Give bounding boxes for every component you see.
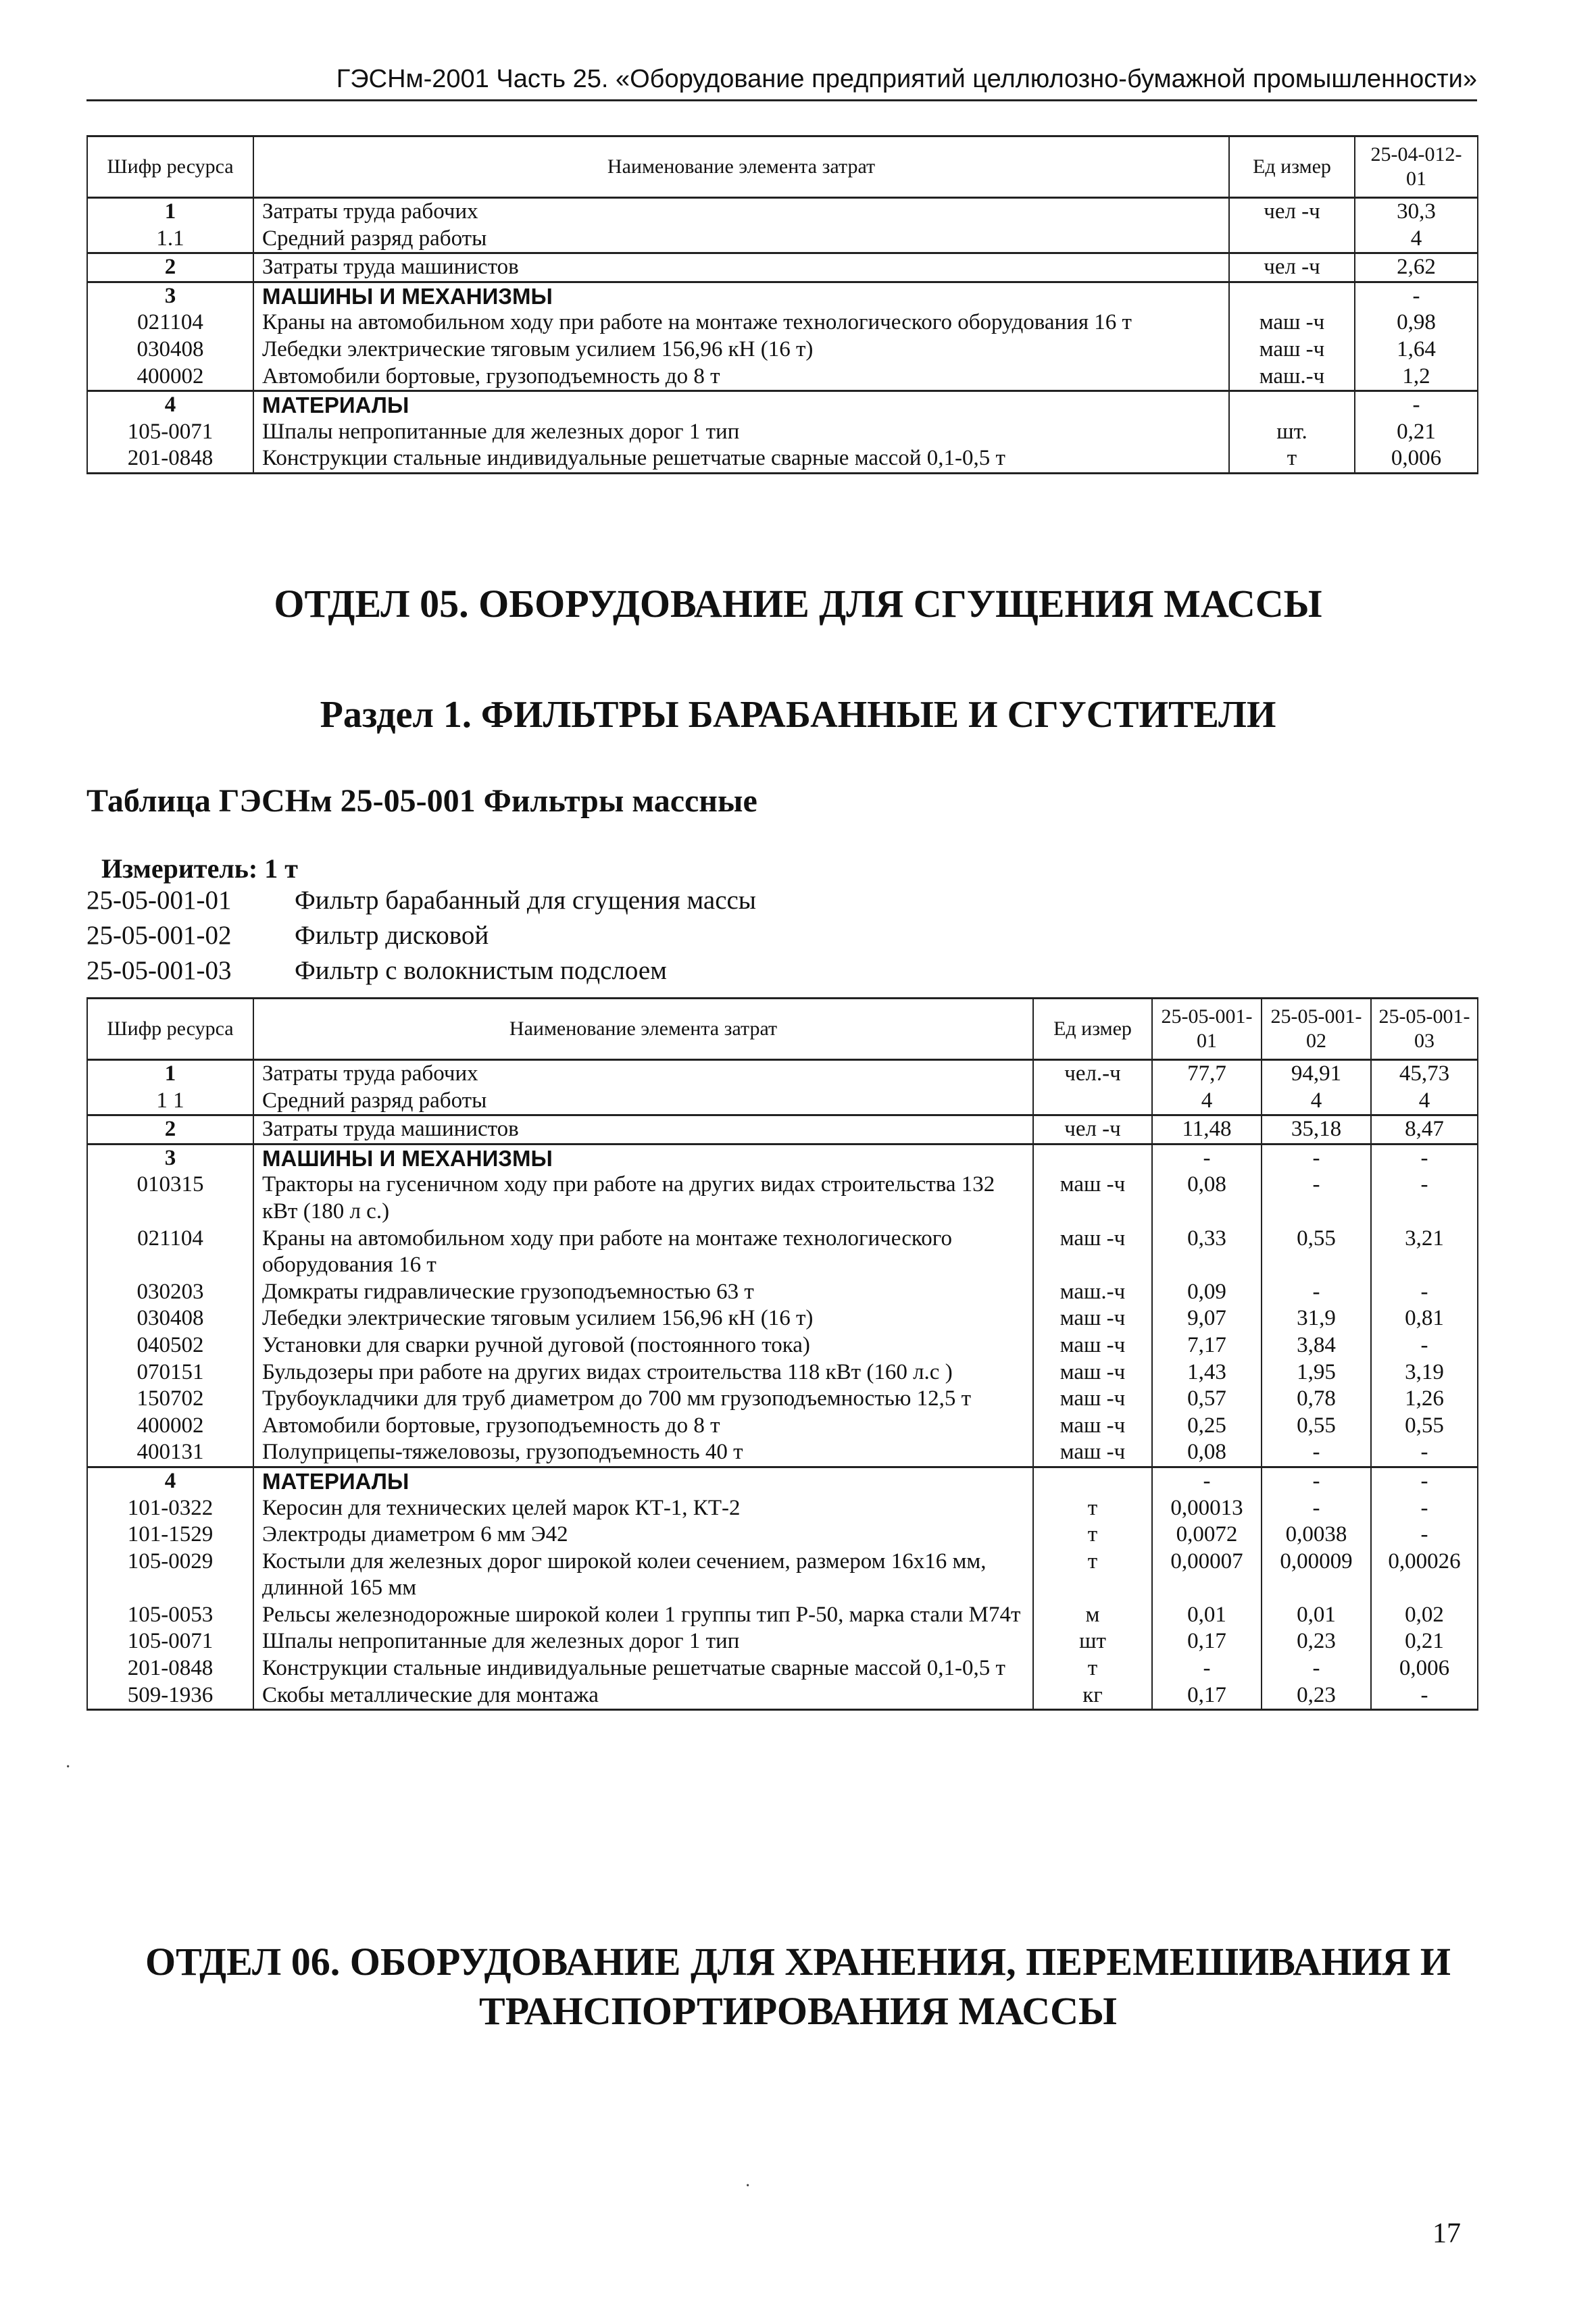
resource-name: Трубоукладчики для труб диаметром до 700 мм грузоподъемностью 12,5 т (253, 1386, 1033, 1413)
resource-code: 4 (87, 391, 253, 419)
resource-unit: маш.-ч (1229, 363, 1355, 391)
resource-name: Полуприцепы-тяжеловозы, грузоподъемность 40 т (253, 1439, 1033, 1467)
resource-value: 9,07 (1152, 1305, 1262, 1332)
resource-name: Краны на автомобильном ходу при работе на монтаже технологического оборудования 16 т (253, 1226, 1033, 1279)
col-header-name: Наименование элемента затрат (253, 136, 1229, 198)
resource-code: 105-0053 (87, 1602, 253, 1629)
resource-unit: шт (1033, 1628, 1152, 1655)
resource-name: Средний разряд работы (253, 226, 1229, 253)
table-row (87, 445, 1478, 473)
resource-unit: чел.-ч (1033, 1060, 1152, 1088)
resource-value: 94,91 (1262, 1060, 1371, 1088)
resource-value: - (1152, 1655, 1262, 1682)
resource-unit: м (1033, 1602, 1152, 1629)
scan-mark: · (745, 2175, 751, 2196)
col-header-name: Наименование элемента затрат (253, 999, 1033, 1060)
resource-name: Скобы металлические для монтажа (253, 1682, 1033, 1710)
resource-code: 1 1 (87, 1088, 253, 1115)
resource-code: 021104 (87, 309, 253, 336)
resource-value: 3,19 (1371, 1359, 1478, 1386)
resource-unit: маш -ч (1033, 1359, 1152, 1386)
resource-name: Автомобили бортовые, грузоподъемность до 8 т (253, 363, 1229, 391)
resource-value: - (1371, 1332, 1478, 1359)
resource-code: 101-1529 (87, 1521, 253, 1549)
resource-value: 0,55 (1262, 1226, 1371, 1279)
table-row (87, 1386, 1478, 1413)
resource-code: 1 (87, 198, 253, 226)
resource-unit: маш.-ч (1033, 1279, 1152, 1306)
resource-value: 0,98 (1355, 309, 1478, 336)
resource-value: 7,17 (1152, 1332, 1262, 1359)
resource-value: 30,3 (1355, 198, 1478, 226)
resource-code: 4 (87, 1467, 253, 1494)
resource-code: 1 (87, 1060, 253, 1088)
resource-value: - (1371, 1682, 1478, 1710)
resource-value: 0,81 (1371, 1305, 1478, 1332)
section-heading-dept-05: ОТДЕЛ 05. ОБОРУДОВАНИЕ ДЛЯ СГУЩЕНИЯ МАССЫ (274, 582, 1322, 626)
resource-name: Установки для сварки ручной дуговой (постоянного тока) (253, 1332, 1033, 1359)
resource-code: 030408 (87, 336, 253, 363)
resource-value: 45,73 (1371, 1060, 1478, 1088)
table-row (87, 1144, 1478, 1172)
resource-value: 1,43 (1152, 1359, 1262, 1386)
resource-unit: кг (1033, 1682, 1152, 1710)
resource-value: 2,62 (1355, 253, 1478, 282)
table-row (87, 1172, 1478, 1225)
resource-code: 201-0848 (87, 445, 253, 473)
scan-mark: · (65, 1757, 72, 1778)
resource-code: 010315 (87, 1172, 253, 1225)
resource-table-25-04-012 (86, 135, 1478, 474)
resource-value: 0,55 (1371, 1413, 1478, 1440)
resource-name: Тракторы на гусеничном ходу при работе на других видах строительства 132 кВт (180 л с.) (253, 1172, 1033, 1225)
table-row (87, 1682, 1478, 1710)
resource-name: МАТЕРИАЛЫ (253, 1467, 1033, 1494)
variant-code: 25-05-001-01 (86, 886, 232, 915)
resource-name: Конструкции стальные индивидуальные решетчатые сварные массой 0,1-0,5 т (253, 1655, 1033, 1682)
resource-value: - (1371, 1521, 1478, 1549)
resource-unit: маш -ч (1033, 1332, 1152, 1359)
resource-name: Затраты труда рабочих (253, 1060, 1033, 1088)
resource-unit: т (1033, 1521, 1152, 1549)
table-row (87, 282, 1478, 309)
resource-unit: маш -ч (1229, 336, 1355, 363)
resource-unit: т (1033, 1549, 1152, 1602)
table-header-row (87, 136, 1478, 198)
resource-value: 0,55 (1262, 1413, 1371, 1440)
resource-code: 040502 (87, 1332, 253, 1359)
table-row (87, 391, 1478, 419)
table-row (87, 363, 1478, 391)
resource-value: 35,18 (1262, 1115, 1371, 1145)
resource-name: Затраты труда машинистов (253, 1115, 1033, 1145)
resource-code: 3 (87, 282, 253, 309)
table-row (87, 309, 1478, 336)
table-header-row (87, 999, 1478, 1060)
resource-code: 070151 (87, 1359, 253, 1386)
resource-code: 400131 (87, 1439, 253, 1467)
resource-value: 0,006 (1371, 1655, 1478, 1682)
resource-unit: маш -ч (1033, 1172, 1152, 1225)
resource-value: 1,2 (1355, 363, 1478, 391)
resource-value: - (1262, 1439, 1371, 1467)
resource-value: 1,26 (1371, 1386, 1478, 1413)
resource-value: 0,02 (1371, 1602, 1478, 1629)
resource-name: МАШИНЫ И МЕХАНИЗМЫ (253, 1144, 1033, 1172)
resource-value: - (1262, 1655, 1371, 1682)
resource-value: - (1262, 1467, 1371, 1494)
resource-value: 0,08 (1152, 1439, 1262, 1467)
resource-value: - (1371, 1439, 1478, 1467)
resource-code: 2 (87, 253, 253, 282)
resource-code: 030203 (87, 1279, 253, 1306)
resource-name: МАТЕРИАЛЫ (253, 391, 1229, 419)
resource-name: Лебедки электрические тяговым усилием 156,96 кН (16 т) (253, 1305, 1033, 1332)
resource-name: Лебедки электрические тяговым усилием 156,96 кН (16 т) (253, 336, 1229, 363)
page-number: 17 (1432, 2218, 1461, 2249)
resource-value: 0,00013 (1152, 1495, 1262, 1522)
table-row (87, 198, 1478, 226)
resource-value: - (1262, 1172, 1371, 1225)
table-row (87, 1305, 1478, 1332)
table-row (87, 1655, 1478, 1682)
resource-value: 11,48 (1152, 1115, 1262, 1145)
resource-code: 2 (87, 1115, 253, 1145)
resource-name: Автомобили бортовые, грузоподъемность до 8 т (253, 1413, 1033, 1440)
resource-value: - (1371, 1467, 1478, 1494)
col-header-variant-02: 25-05-001-02 (1262, 999, 1371, 1060)
resource-value: 4 (1355, 226, 1478, 253)
col-header-unit: Ед измер (1229, 136, 1355, 198)
resource-value: 0,006 (1355, 445, 1478, 473)
resource-name: Краны на автомобильном ходу при работе на монтаже технологического оборудования 16 т (253, 309, 1229, 336)
resource-unit: маш -ч (1033, 1413, 1152, 1440)
col-header-code: Шифр ресурса (87, 999, 253, 1060)
table-row (87, 1226, 1478, 1279)
resource-value: 0,21 (1355, 419, 1478, 446)
resource-value: 0,17 (1152, 1628, 1262, 1655)
resource-value: 0,0038 (1262, 1521, 1371, 1549)
resource-value: - (1262, 1279, 1371, 1306)
resource-unit: т (1229, 445, 1355, 473)
col-header-variant: 25-04-012-01 (1355, 136, 1478, 198)
resource-unit: чел -ч (1229, 253, 1355, 282)
variant-name: Фильтр дисковой (295, 921, 489, 950)
resource-unit (1033, 1088, 1152, 1115)
resource-value: 0,08 (1152, 1172, 1262, 1225)
col-header-variant-01: 25-05-001-01 (1152, 999, 1262, 1060)
table-title: Таблица ГЭСНм 25-05-001 Фильтры массные (86, 783, 757, 819)
resource-value: 4 (1152, 1088, 1262, 1115)
resource-value: - (1371, 1279, 1478, 1306)
variant-item (86, 885, 756, 920)
resource-unit: маш -ч (1033, 1305, 1152, 1332)
resource-code: 101-0322 (87, 1495, 253, 1522)
resource-value: 0,33 (1152, 1226, 1262, 1279)
resource-value: 0,00026 (1371, 1549, 1478, 1602)
table-row (87, 1413, 1478, 1440)
resource-unit (1033, 1144, 1152, 1172)
table-row (87, 253, 1478, 282)
resource-code: 400002 (87, 1413, 253, 1440)
table-row (87, 1279, 1478, 1306)
resource-value: - (1355, 391, 1478, 419)
resource-unit (1033, 1467, 1152, 1494)
resource-unit (1229, 282, 1355, 309)
resource-code: 105-0071 (87, 419, 253, 446)
resource-unit (1229, 391, 1355, 419)
resource-name: Электроды диаметром 6 мм Э42 (253, 1521, 1033, 1549)
page-header: ГЭСНм-2001 Часть 25. «Оборудование предприятий целлюлозно-бумажной промышленности» (86, 65, 1477, 101)
resource-unit: т (1033, 1655, 1152, 1682)
resource-value: 0,78 (1262, 1386, 1371, 1413)
resource-value: - (1262, 1495, 1371, 1522)
resource-name: Домкраты гидравлические грузоподъемностью 63 т (253, 1279, 1033, 1306)
resource-value: - (1152, 1144, 1262, 1172)
resource-value: - (1262, 1144, 1371, 1172)
resource-value: 0,00009 (1262, 1549, 1371, 1602)
table-row (87, 336, 1478, 363)
subsection-heading: Раздел 1. ФИЛЬТРЫ БАРАБАННЫЕ И СГУСТИТЕЛИ (320, 694, 1276, 736)
measure-unit: Измеритель: 1 т (101, 853, 298, 884)
resource-value: 0,0072 (1152, 1521, 1262, 1549)
resource-value: 0,09 (1152, 1279, 1262, 1306)
resource-value: 31,9 (1262, 1305, 1371, 1332)
resource-unit: шт. (1229, 419, 1355, 446)
resource-name: Керосин для технических целей марок КТ-1, КТ-2 (253, 1495, 1033, 1522)
resource-name: Средний разряд работы (253, 1088, 1033, 1115)
resource-name: Затраты труда машинистов (253, 253, 1229, 282)
resource-code: 021104 (87, 1226, 253, 1279)
resource-value: 4 (1262, 1088, 1371, 1115)
resource-unit: чел -ч (1229, 198, 1355, 226)
col-header-code: Шифр ресурса (87, 136, 253, 198)
resource-table-25-05-001 (86, 997, 1478, 1711)
resource-unit: маш -ч (1033, 1439, 1152, 1467)
resource-name: Шпалы непропитанные для железных дорог 1 тип (253, 419, 1229, 446)
section-heading-dept-06: ОТДЕЛ 06. ОБОРУДОВАНИЕ ДЛЯ ХРАНЕНИЯ, ПЕРЕМЕШИВАНИЯ И ТРАНСПОРТИРОВАНИЯ МАССЫ (145, 1940, 1451, 2033)
resource-value: 1,64 (1355, 336, 1478, 363)
resource-value: 4 (1371, 1088, 1478, 1115)
resource-name: Шпалы непропитанные для железных дорог 1 тип (253, 1628, 1033, 1655)
resource-code: 3 (87, 1144, 253, 1172)
variant-item (86, 955, 756, 990)
table-row (87, 1088, 1478, 1115)
resource-name: Конструкции стальные индивидуальные решетчатые сварные массой 0,1-0,5 т (253, 445, 1229, 473)
resource-name: Рельсы железнодорожные широкой колеи 1 группы тип Р-50, марка стали М74т (253, 1602, 1033, 1629)
resource-value: 3,84 (1262, 1332, 1371, 1359)
resource-value: 0,23 (1262, 1628, 1371, 1655)
resource-code: 400002 (87, 363, 253, 391)
col-header-unit: Ед измер (1033, 999, 1152, 1060)
resource-name: Костыли для железных дорог широкой колеи сечением, размером 16х16 мм, длинной 165 мм (253, 1549, 1033, 1602)
resource-code: 1.1 (87, 226, 253, 253)
resource-code: 509-1936 (87, 1682, 253, 1710)
variant-code: 25-05-001-02 (86, 921, 232, 950)
resource-value: 1,95 (1262, 1359, 1371, 1386)
resource-unit: маш -ч (1033, 1386, 1152, 1413)
table-row (87, 419, 1478, 446)
resource-value: 3,21 (1371, 1226, 1478, 1279)
resource-value: 0,17 (1152, 1682, 1262, 1710)
resource-code: 150702 (87, 1386, 253, 1413)
resource-value: 8,47 (1371, 1115, 1478, 1145)
variant-code: 25-05-001-03 (86, 956, 232, 985)
resource-value: 0,23 (1262, 1682, 1371, 1710)
resource-code: 105-0071 (87, 1628, 253, 1655)
resource-code: 030408 (87, 1305, 253, 1332)
resource-unit: т (1033, 1495, 1152, 1522)
table-row (87, 1495, 1478, 1522)
resource-value: 0,01 (1262, 1602, 1371, 1629)
table-row (87, 1060, 1478, 1088)
resource-name: Бульдозеры при работе на других видах строительства 118 кВт (160 л.с ) (253, 1359, 1033, 1386)
col-header-variant-03: 25-05-001-03 (1371, 999, 1478, 1060)
table-row (87, 1332, 1478, 1359)
resource-unit (1229, 226, 1355, 253)
resource-value: 0,00007 (1152, 1549, 1262, 1602)
resource-value: 77,7 (1152, 1060, 1262, 1088)
table-row (87, 1602, 1478, 1629)
resource-value: - (1371, 1144, 1478, 1172)
resource-value: - (1355, 282, 1478, 309)
resource-code: 201-0848 (87, 1655, 253, 1682)
resource-value: - (1152, 1467, 1262, 1494)
resource-unit: чел -ч (1033, 1115, 1152, 1145)
resource-unit: маш -ч (1229, 309, 1355, 336)
resource-code: 105-0029 (87, 1549, 253, 1602)
resource-name: МАШИНЫ И МЕХАНИЗМЫ (253, 282, 1229, 309)
table-row (87, 1439, 1478, 1467)
resource-value: 0,21 (1371, 1628, 1478, 1655)
table-row (87, 1359, 1478, 1386)
variant-item (86, 920, 756, 955)
table-row (87, 1115, 1478, 1145)
variant-name: Фильтр с волокнистым подслоем (295, 956, 667, 985)
resource-value: - (1371, 1172, 1478, 1225)
table-row (87, 1628, 1478, 1655)
resource-value: 0,57 (1152, 1386, 1262, 1413)
resource-value: - (1371, 1495, 1478, 1522)
table-row (87, 1467, 1478, 1494)
table-row (87, 1549, 1478, 1602)
variant-name: Фильтр барабанный для сгущения массы (295, 886, 757, 915)
resource-value: 0,25 (1152, 1413, 1262, 1440)
table-row (87, 1521, 1478, 1549)
resource-value: 0,01 (1152, 1602, 1262, 1629)
table-row (87, 226, 1478, 253)
variant-list (86, 885, 756, 990)
resource-unit: маш -ч (1033, 1226, 1152, 1279)
resource-name: Затраты труда рабочих (253, 198, 1229, 226)
